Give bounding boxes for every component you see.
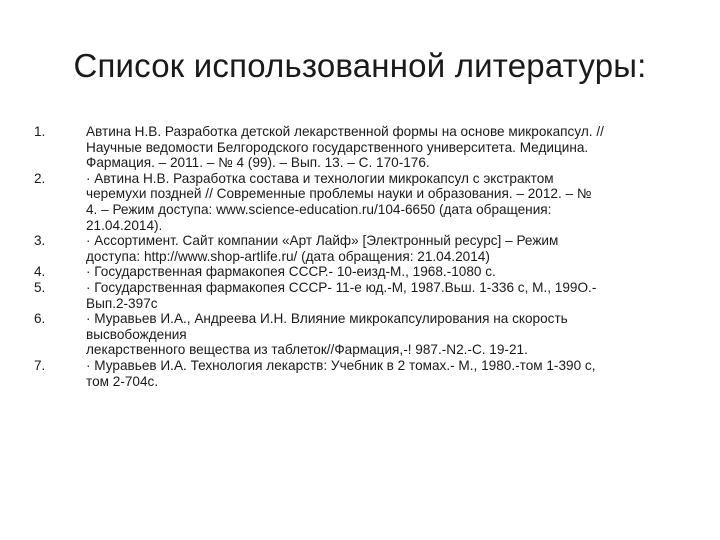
list-item [34,171,694,233]
reference-text [86,280,694,311]
list-item [34,358,694,389]
reference-text [86,124,694,171]
reference-number: 6. [34,311,46,327]
reference-line: · Государственная фармакопея СССР.- 10-еизд-М., 1968.-1080 с. [86,264,496,280]
reference-line: том 2-704с. [86,373,159,389]
reference-line: 4. – Режим доступа: www.science-education.ru/104-6650 (дата обращения: [86,201,552,217]
reference-line: Автина Н.В. Разработка детской лекарственной формы на основе микрокапсул. // [86,124,604,139]
reference-text [86,233,694,264]
reference-line: черемухи поздней // Современные проблемы науки и образования. – 2012. – № [86,186,592,202]
reference-line: высвобождения [86,326,187,342]
list-item [34,233,694,264]
reference-number: 2. [34,170,46,186]
list-item [34,280,694,311]
reference-number: 4. [34,264,46,280]
reference-line: · Ассортимент. Сайт компании «Арт Лайф» [Электронный ресурс] – Режим [86,233,559,249]
reference-number: 7. [34,357,46,373]
list-item [34,311,694,358]
reference-number: 5. [34,279,46,295]
reference-line: доступа: http://www.shop-artlife.ru/ (дата обращения: 21.04.2014) [86,248,490,264]
reference-number: 1. [34,124,46,139]
reference-line: лекарственного вещества из таблеток//Фармация,-! 987.-N2.-С. 19-21. [86,342,528,358]
reference-line: · Автина Н.В. Разработка состава и технологии микрокапсул с экстрактом [86,170,554,186]
list-item [34,264,694,280]
reference-list [34,124,694,389]
reference-number: 3. [34,233,46,249]
reference-text [86,358,694,389]
list-item [34,124,694,171]
reference-line: · Государственная фармакопея СССР- 11-е юд.-М, 1987.Вьш. 1-336 с, М., 199О.- [86,279,597,295]
reference-text [86,171,694,233]
reference-text [86,264,694,280]
reference-line: Фармация. – 2011. – № 4 (99). – Вып. 13. – С. 170-176. [86,155,430,171]
page-title: Список использованной литературы: [73,47,647,84]
reference-line: Научные ведомости Белгородского государственного университета. Медицина. [86,139,589,155]
reference-line: · Муравьев И.А. Технология лекарств: Учебник в 2 томах.- М., 1980.-том 1-390 с, [86,357,596,373]
reference-line: · Муравьев И.А., Андреева И.Н. Влияние микрокапсулирования на скорость [86,311,568,327]
reference-text [86,311,694,358]
reference-line: Вып.2-397с [86,295,158,311]
reference-line: 21.04.2014). [86,217,163,233]
